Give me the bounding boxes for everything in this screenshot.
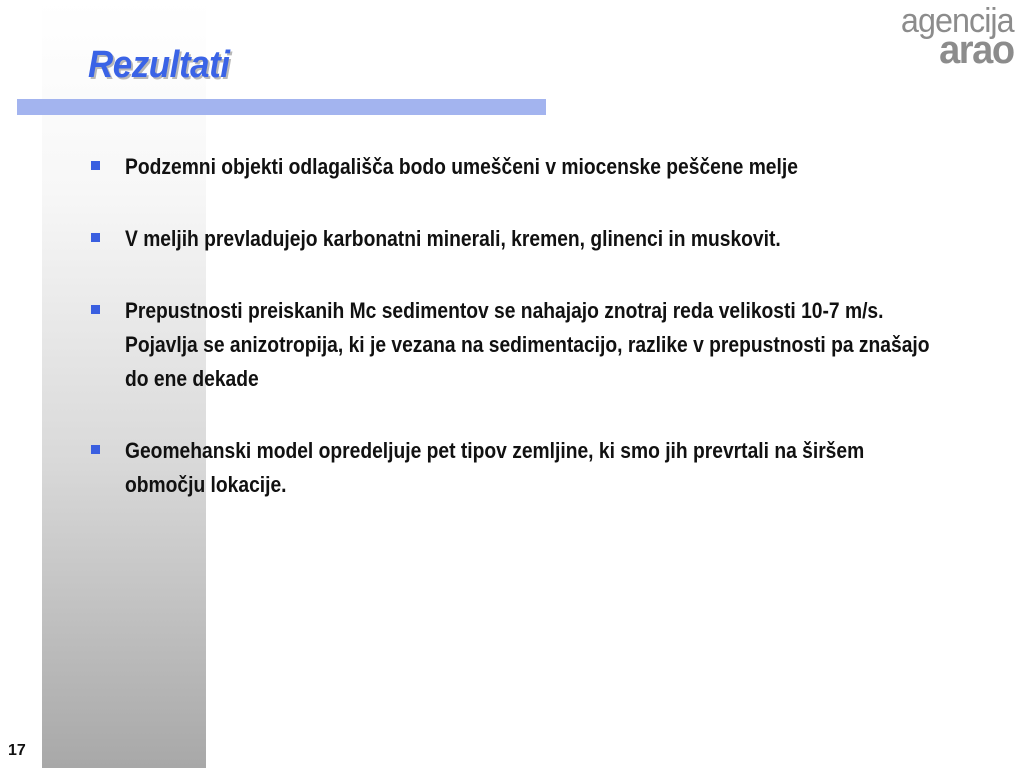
page-number: 17: [8, 742, 26, 759]
square-bullet-icon: [91, 445, 100, 454]
agencija-arao-logo: [895, 4, 1014, 70]
bullet-item: [88, 294, 958, 396]
slide-title: Rezultati: [88, 44, 230, 86]
logo-text-agencija: agencija: [901, 2, 1014, 40]
bullet-item: [88, 150, 958, 184]
square-bullet-icon: [91, 233, 100, 242]
square-bullet-icon: [91, 161, 100, 170]
bullet-text: Geomehanski model opredeljuje pet tipov zemljine, ki smo jih prevrtali na širšem območju lokacije.: [125, 438, 865, 497]
bullet-text: V meljih prevladujejo karbonatni minerali, kremen, glinenci in muskovit.: [125, 226, 781, 251]
bullet-list: [88, 150, 958, 540]
square-bullet-icon: [91, 305, 100, 314]
bullet-item: [88, 434, 958, 502]
bullet-text: Prepustnosti preiskanih Mc sedimentov se nahajajo znotraj reda velikosti 10-7 m/s. Pojavlja se anizotropija, ki je vezana na sedimentacijo, razlike v prepustnosti pa znašajo do ene dekade: [125, 298, 930, 391]
logo-text-arao: arao: [939, 28, 1014, 72]
bullet-item: [88, 222, 958, 256]
title-underline-bar: [17, 99, 546, 115]
bullet-text: Podzemni objekti odlagališča bodo umeščeni v miocenske peščene melje: [125, 154, 798, 179]
